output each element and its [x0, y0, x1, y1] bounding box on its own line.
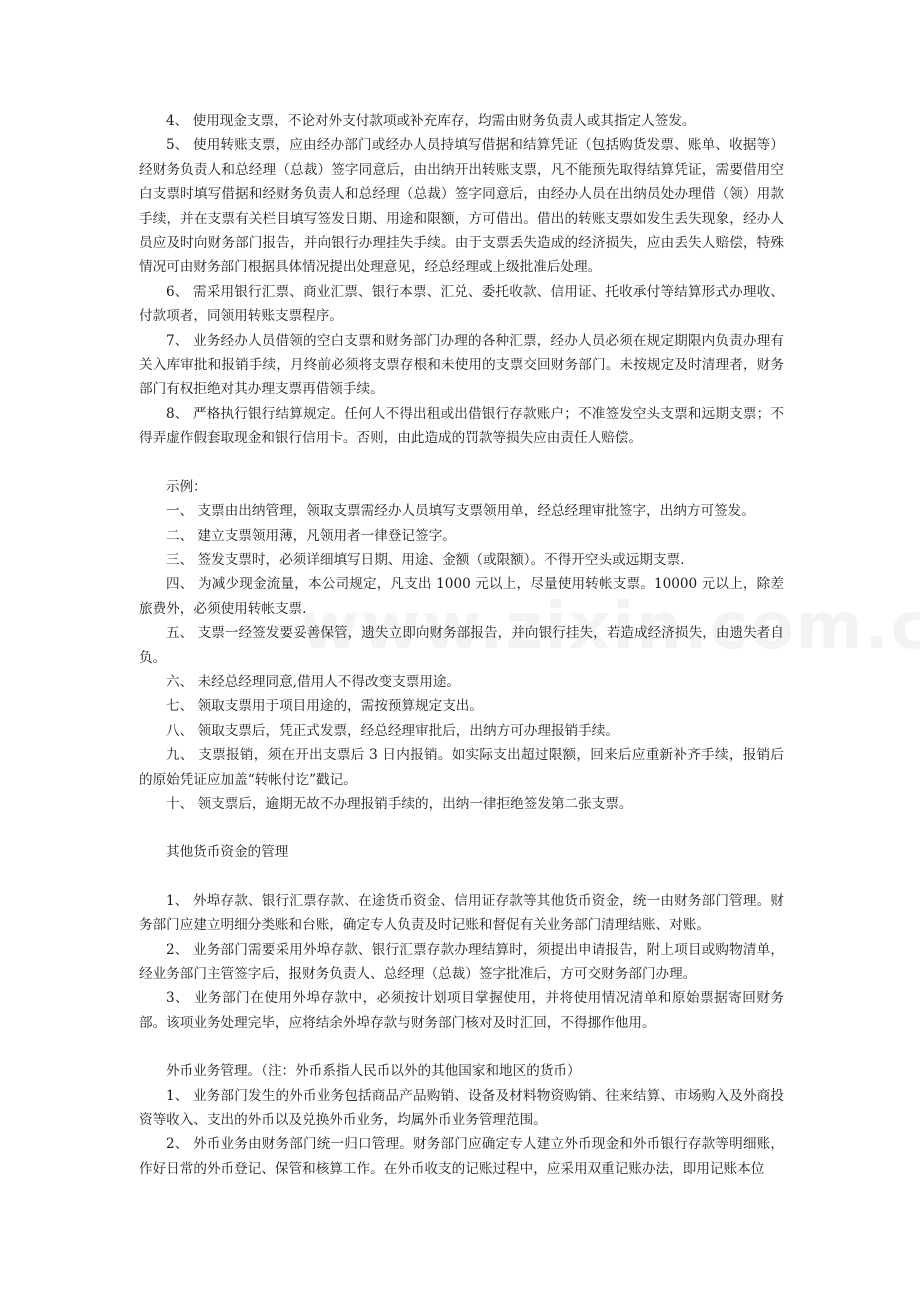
example-item-5: 五、 支票一经签发要妥善保管，遗失立即向财务部报告，并向银行挂失，若造成经济损失，由遗失者自负。: [139, 625, 784, 666]
example-item-4: 四、 为减少现金流量，本公司规定，凡支出 1000 元以上，尽量使用转帐支票。10000 元以上，除差旅费外，必须使用转帐支票.: [139, 576, 784, 617]
other-funds-item-2: 2、 业务部门需要采用外埠存款、银行汇票存款办理结算时，须提出申请报告，附上项目或购物清单，经业务部门主管签字后，报财务负责人、总经理（总裁）签字批准后，方可交财务部门办理。: [139, 941, 784, 982]
example-item-1: 一、 支票由出纳管理，领取支票需经办人员填写支票领用单，经总经理审批签字，出纳方可签发。: [166, 503, 755, 520]
paragraph-rule-6: 6、 需采用银行汇票、商业汇票、银行本票、汇兑、委托收款、信用证、托收承付等结算形式办理收、付款项者，同领用转账支票程序。: [139, 283, 784, 325]
spacer: [139, 451, 784, 475]
other-funds-section: [139, 840, 784, 1035]
cheque-rules-section: [139, 109, 784, 451]
paragraph-rule-8: 8、 严格执行银行结算规定。任何人不得出租或出借银行存款账户；不准签发空头支票和远期支票；不得弄虚作假套取现金和银行信用卡。否则，由此造成的罚款等损失应由责任人赔偿。: [139, 405, 784, 447]
example-section: [139, 475, 784, 817]
example-item-8: 八、 领取支票后，凭正式发票，经总经理审批后，出纳方可办理报销手续。: [166, 722, 619, 739]
example-item-9: 九、 支票报销，须在开出支票后 3 日内报销。如实际支出超过限额，回来后应重新补齐手续，报销后的原始凭证应加盖“转帐付讫”戳记。: [139, 747, 784, 788]
example-item-7: 七、 领取支票用于项目用途的，需按预算规定支出。: [166, 698, 483, 715]
example-item-3: 三、 签发支票时，必须详细填写日期、用途、金额（或限额）。不得开空头或远期支票.: [166, 551, 685, 568]
document-page: [139, 109, 784, 1181]
spacer: [139, 865, 784, 889]
example-item-6: 六、 未经总经理同意,借用人不得改变支票用途。: [166, 673, 461, 690]
example-heading: 示例：: [166, 478, 207, 495]
foreign-heading: 外币业务管理。（注：外币系指人民币以外的其他国家和地区的货币）: [166, 1063, 581, 1080]
paragraph-rule-4: 4、 使用现金支票，不论对外支付款项或补充库存，均需由财务负责人或其指定人签发。: [166, 113, 696, 129]
foreign-currency-section: [139, 1059, 784, 1181]
other-funds-item-1: 1、 外埠存款、银行汇票存款、在途货币资金、信用证存款等其他货币资金，统一由财务部门管理。财务部门应建立明细分类账和台账，确定专人负责及时记账和督促有关业务部门清理结账、对账。: [139, 892, 784, 934]
other-funds-item-3: 3、 业务部门在使用外埠存款中，必须按计划项目掌握使用，并将使用情况清单和原始票据寄回财务部。该项业务处理完毕，应将结余外埠存款与财务部门核对及时汇回，不得挪作他用。: [139, 990, 784, 1031]
other-funds-heading: 其他货币资金的管理: [166, 844, 289, 861]
foreign-item-2: 2、 外币业务由财务部门统一归口管理。财务部门应确定专人建立外币现金和外币银行存款等明细账，作好日常的外币登记、保管和核算工作。在外币收支的记账过程中，应采用双重记账办法，即用记账本位: [139, 1136, 784, 1177]
example-item-2: 二、 建立支票领用薄，凡领用者一律登记签字。: [166, 527, 456, 544]
spacer: [139, 816, 784, 840]
paragraph-rule-7: 7、 业务经办人员借领的空白支票和财务部门办理的各种汇票，经办人员必须在规定期限内负责办理有关入库审批和报销手续，月终前必须将支票存根和未使用的支票交回财务部门。未按规定及时清理者，财务部门有权拒绝对其办理支票再借领手续。: [139, 332, 784, 398]
foreign-item-1: 1、 业务部门发生的外币业务包括商品产品购销、设备及材料物资购销、往来结算、市场购入及外商投资等收入、支出的外币以及兑换外币业务，均属外币业务管理范围。: [139, 1087, 784, 1129]
spacer: [139, 1035, 784, 1059]
paragraph-rule-5: 5、 使用转账支票，应由经办部门或经办人员持填写借据和结算凭证（包括购货发票、账单、收据等）经财务负责人和总经理（总裁）签字同意后，由出纳开出转账支票，凡不能预先取得结算凭证，需要借用空白支票时填写借据和经财务负责人和总经理（总裁）签字同意后，由经办人员在出纳员处办理借（领）用款手续，并在支票有关栏目填写签发日期、用途和限额，方可借出。借出的转账支票如发生丢失现象，经办人员应及时向财务部门报告，并向银行办理挂失手续。由于支票丢失造成的经济损失，应由丢失人赔偿，特殊情况可由财务部门根据具体情况提出处理意见，经总经理或上级批准后处理。: [139, 137, 784, 276]
example-item-10: 十、 领支票后，逾期无故不办理报销手续的，出纳一律拒绝签发第二张支票。: [166, 795, 633, 812]
